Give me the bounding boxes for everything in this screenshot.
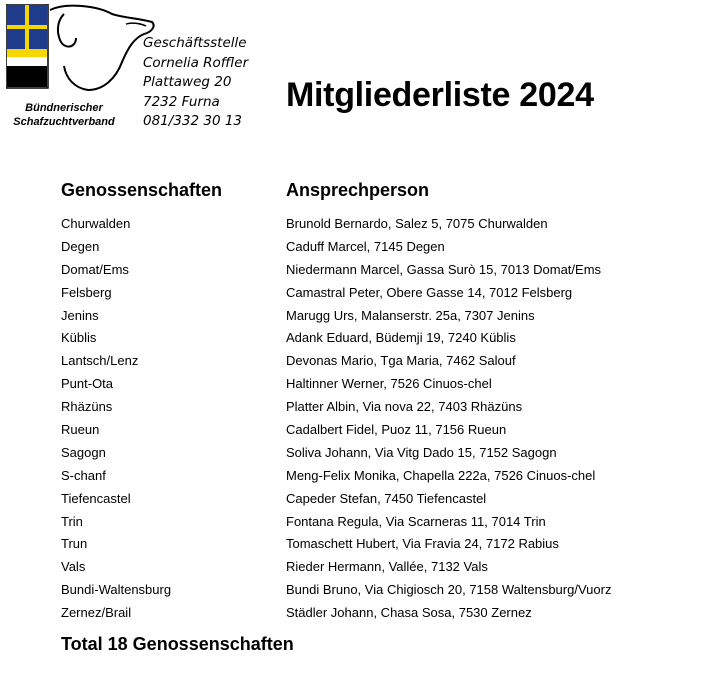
table-row (0, 579, 704, 602)
address-line: 7232 Furna (143, 93, 220, 110)
table-row (0, 305, 704, 328)
contact-person: Devonas Mario, Tga Maria, 7462 Salouf (286, 353, 516, 369)
member-list (0, 213, 704, 625)
table-row (0, 282, 704, 305)
contact-person: Meng-Felix Monika, Chapella 222a, 7526 Cinuos-chel (286, 467, 596, 483)
cooperative-name: Trun (61, 536, 88, 552)
cooperative-name: Sagogn (61, 444, 106, 460)
cooperative-name: S-chanf (61, 467, 106, 483)
contact-person: Brunold Bernardo, Salez 5, 7075 Churwalden (286, 216, 548, 231)
contact-person: Fontana Regula, Via Scarneras 11, 7014 Trin (286, 513, 546, 529)
contact-person: Cadalbert Fidel, Puoz 11, 7156 Rueun (286, 422, 507, 438)
table-row (0, 259, 704, 282)
table-row (0, 396, 704, 419)
org-name-line-1: Bündnerischer (25, 102, 103, 114)
cooperative-name: Zernez/Brail (61, 605, 132, 621)
page-title: Mitgliederliste 2024 (286, 76, 594, 114)
cooperative-name: Bundi-Waltensburg (61, 582, 172, 598)
cooperative-name: Punt-Ota (61, 376, 114, 392)
contact-person: Tomaschett Hubert, Via Fravia 24, 7172 Rabius (286, 536, 559, 552)
contact-person: Camastral Peter, Obere Gasse 14, 7012 Felsberg (286, 284, 573, 300)
cooperative-name: Degen (61, 238, 100, 254)
contact-person: Soliva Johann, Via Vitg Dado 15, 7152 Sagogn (286, 444, 557, 460)
cooperative-name: Rueun (61, 422, 100, 438)
cooperative-name: Jenins (61, 307, 99, 323)
table-row (0, 350, 704, 373)
contact-person: Platter Albin, Via nova 22, 7403 Rhäzüns (286, 399, 523, 415)
table-row (0, 442, 704, 465)
table-row (0, 465, 704, 488)
total-count: Total 18 Genossenschaften (61, 634, 294, 654)
contact-person: Caduff Marcel, 7145 Degen (286, 238, 445, 254)
org-name-line-2: Schafzuchtverband (13, 116, 115, 128)
table-row (0, 602, 704, 625)
address-line: Cornelia Roffler (143, 54, 249, 71)
contact-person: Capeder Stefan, 7450 Tiefencastel (286, 490, 487, 506)
sheep-head-with-flag-logo (6, 4, 156, 94)
cooperative-name: Vals (61, 559, 86, 575)
address-line: Geschäftsstelle (143, 35, 247, 51)
address-line: Plattaweg 20 (143, 74, 232, 91)
table-row (0, 327, 704, 350)
address-line: 081/332 30 13 (143, 113, 243, 130)
table-row (0, 511, 704, 534)
contact-person: Marugg Urs, Malanserstr. 25a, 7307 Jenins (286, 307, 535, 323)
contact-person: Städler Johann, Chasa Sosa, 7530 Zernez (286, 605, 532, 621)
organization-name (4, 101, 124, 129)
table-row (0, 556, 704, 579)
cooperative-name: Domat/Ems (61, 261, 129, 277)
column-header-contact: Ansprechperson (286, 180, 430, 200)
table-row (0, 373, 704, 396)
contact-person: Rieder Hermann, Vallée, 7132 Vals (286, 559, 488, 575)
contact-person: Haltinner Werner, 7526 Cinuos-chel (286, 376, 492, 392)
cooperative-name: Lantsch/Lenz (61, 353, 139, 369)
table-row (0, 236, 704, 259)
cooperative-name: Rhäzüns (61, 399, 113, 415)
cooperative-name: Felsberg (61, 284, 112, 300)
contact-person: Niedermann Marcel, Gassa Surò 15, 7013 Domat/Ems (286, 261, 602, 277)
contact-person: Adank Eduard, Büdemji 19, 7240 Küblis (286, 330, 516, 346)
office-address (143, 34, 248, 132)
cooperative-name: Küblis (61, 330, 97, 346)
contact-person: Bundi Bruno, Via Chigiosch 20, 7158 Waltensburg/Vuorz (286, 582, 612, 598)
table-row (0, 213, 704, 236)
cooperative-name: Churwalden (61, 216, 131, 231)
column-header-cooperatives: Genossenschaften (61, 180, 223, 200)
cooperative-name: Trin (61, 513, 83, 529)
cooperative-name: Tiefencastel (61, 490, 131, 506)
table-row (0, 533, 704, 556)
table-row (0, 488, 704, 511)
table-row (0, 419, 704, 442)
